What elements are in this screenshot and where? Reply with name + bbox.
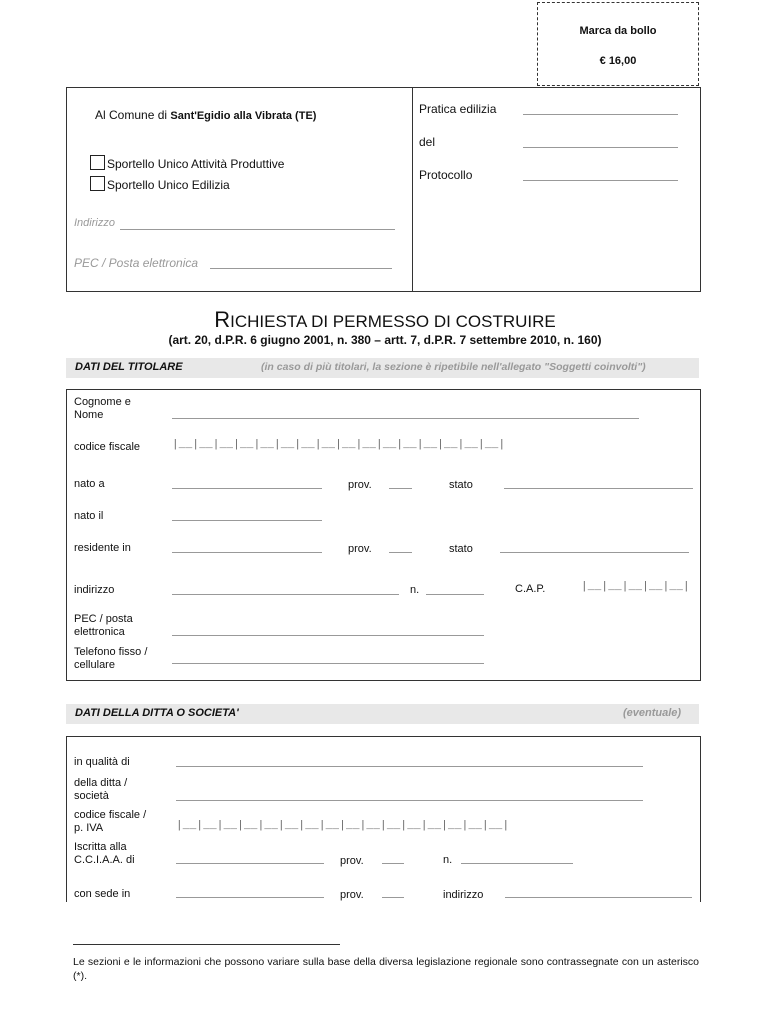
- sede-indirizzo-field[interactable]: [505, 897, 692, 898]
- cciaa-prov-field[interactable]: [382, 863, 404, 864]
- qualita-label: in qualità di: [74, 756, 130, 768]
- ditta-box: [66, 736, 701, 902]
- nato-stato-label: stato: [449, 479, 473, 491]
- indirizzo-field-titolare[interactable]: [172, 594, 399, 595]
- titolare-heading: DATI DEL TITOLARE: [75, 361, 183, 373]
- footnote-rule: [73, 944, 340, 945]
- residente-stato-label: stato: [449, 543, 473, 555]
- bollo-amount: € 16,00: [599, 55, 637, 67]
- residente-prov-field[interactable]: [389, 552, 412, 553]
- cciaa-field[interactable]: [176, 863, 324, 864]
- cciaa-prov-label: prov.: [340, 855, 364, 867]
- del-field[interactable]: [523, 147, 678, 148]
- cf-field[interactable]: |__|__|__|__|__|__|__|__|__|__|__|__|__|__|__|__|: [172, 439, 506, 451]
- civico-field[interactable]: [426, 594, 484, 595]
- nato-il-label: nato il: [74, 510, 104, 522]
- telefono-label: Telefono fisso / cellulare: [74, 646, 148, 671]
- titolare-box: [66, 389, 701, 681]
- option-sue[interactable]: Sportello Unico Edilizia: [90, 176, 230, 192]
- ditta-heading: DATI DELLA DITTA O SOCIETA': [75, 707, 239, 719]
- ditta-heading-band: [66, 704, 699, 724]
- header-divider: [412, 87, 413, 291]
- sede-prov-label: prov.: [340, 889, 364, 901]
- pec-field[interactable]: [210, 268, 392, 269]
- sede-indirizzo-label: indirizzo: [443, 889, 484, 901]
- ditta-cf-label: codice fiscale / p. IVA: [74, 809, 147, 834]
- nato-prov-field[interactable]: [389, 488, 412, 489]
- page-title: RICHIESTA DI PERMESSO DI COSTRUIRE: [214, 307, 556, 332]
- residente-field[interactable]: [172, 552, 322, 553]
- cap-field[interactable]: |__|__|__|__|__|: [581, 581, 690, 593]
- nato-a-label: nato a: [74, 478, 105, 490]
- civico-label: n.: [410, 584, 420, 596]
- ditta-note: (eventuale): [623, 707, 682, 719]
- cap-label: C.A.P.: [515, 583, 546, 595]
- pec-titolare-field[interactable]: [172, 635, 484, 636]
- nato-a-field[interactable]: [172, 488, 322, 489]
- protocollo-field[interactable]: [523, 180, 678, 181]
- ditta-label: della ditta / società: [74, 777, 128, 802]
- footnote: Le sezioni e le informazioni che possono variare sulla base della diversa legislazione regionale sono contrassegnate con un asterisco (*).: [73, 956, 699, 982]
- indirizzo-label: Indirizzo: [74, 217, 115, 229]
- checkbox-suap[interactable]: [90, 155, 105, 170]
- cf-label: codice fiscale: [74, 441, 141, 453]
- cognome-field[interactable]: [172, 418, 639, 419]
- marca-da-bollo-box: [537, 2, 699, 86]
- qualita-field[interactable]: [176, 766, 643, 767]
- cciaa-label: Iscritta alla C.C.I.A.A. di: [74, 841, 135, 866]
- nato-stato-field[interactable]: [504, 488, 693, 489]
- pratica-field[interactable]: [523, 114, 678, 115]
- checkbox-sue[interactable]: [90, 176, 105, 191]
- pec-label: PEC / Posta elettronica: [74, 256, 199, 270]
- del-label: del: [419, 135, 436, 149]
- pec-titolare-label: PEC / posta elettronica: [74, 613, 133, 638]
- indirizzo-label: indirizzo: [74, 584, 115, 596]
- ditta-field[interactable]: [176, 800, 643, 801]
- nato-prov-label: prov.: [348, 479, 372, 491]
- sede-prov-field[interactable]: [382, 897, 404, 898]
- residente-stato-field[interactable]: [500, 552, 689, 553]
- residente-prov-label: prov.: [348, 543, 372, 555]
- page-subtitle: (art. 20, d.P.R. 6 giugno 2001, n. 380 – artt. 7, d.P.R. 7 settembre 2010, n. 160): [168, 333, 602, 347]
- titolare-note: (in caso di più titolari, la sezione è ripetibile nell'allegato "Soggetti coinvolti"): [261, 361, 646, 373]
- telefono-field[interactable]: [172, 663, 484, 664]
- cognome-label: Cognome e Nome: [74, 396, 131, 421]
- sede-label: con sede in: [74, 888, 131, 900]
- nato-il-field[interactable]: [172, 520, 322, 521]
- residente-label: residente in: [74, 542, 131, 554]
- titolare-heading-band: [66, 358, 699, 378]
- cciaa-n-label: n.: [443, 854, 453, 866]
- pratica-label: Pratica edilizia: [419, 102, 497, 116]
- sede-field[interactable]: [176, 897, 324, 898]
- comune-label: Al Comune di Sant'Egidio alla Vibrata (TE): [95, 108, 317, 122]
- ditta-cf-field[interactable]: |__|__|__|__|__|__|__|__|__|__|__|__|__|__|__|__|: [176, 820, 510, 832]
- cciaa-n-field[interactable]: [461, 863, 573, 864]
- protocollo-label: Protocollo: [419, 168, 473, 182]
- bollo-title: Marca da bollo: [579, 25, 657, 37]
- comune-name: Sant'Egidio alla Vibrata (TE): [170, 110, 317, 122]
- indirizzo-field[interactable]: [120, 229, 395, 230]
- option-suap[interactable]: Sportello Unico Attività Produttive: [90, 155, 284, 171]
